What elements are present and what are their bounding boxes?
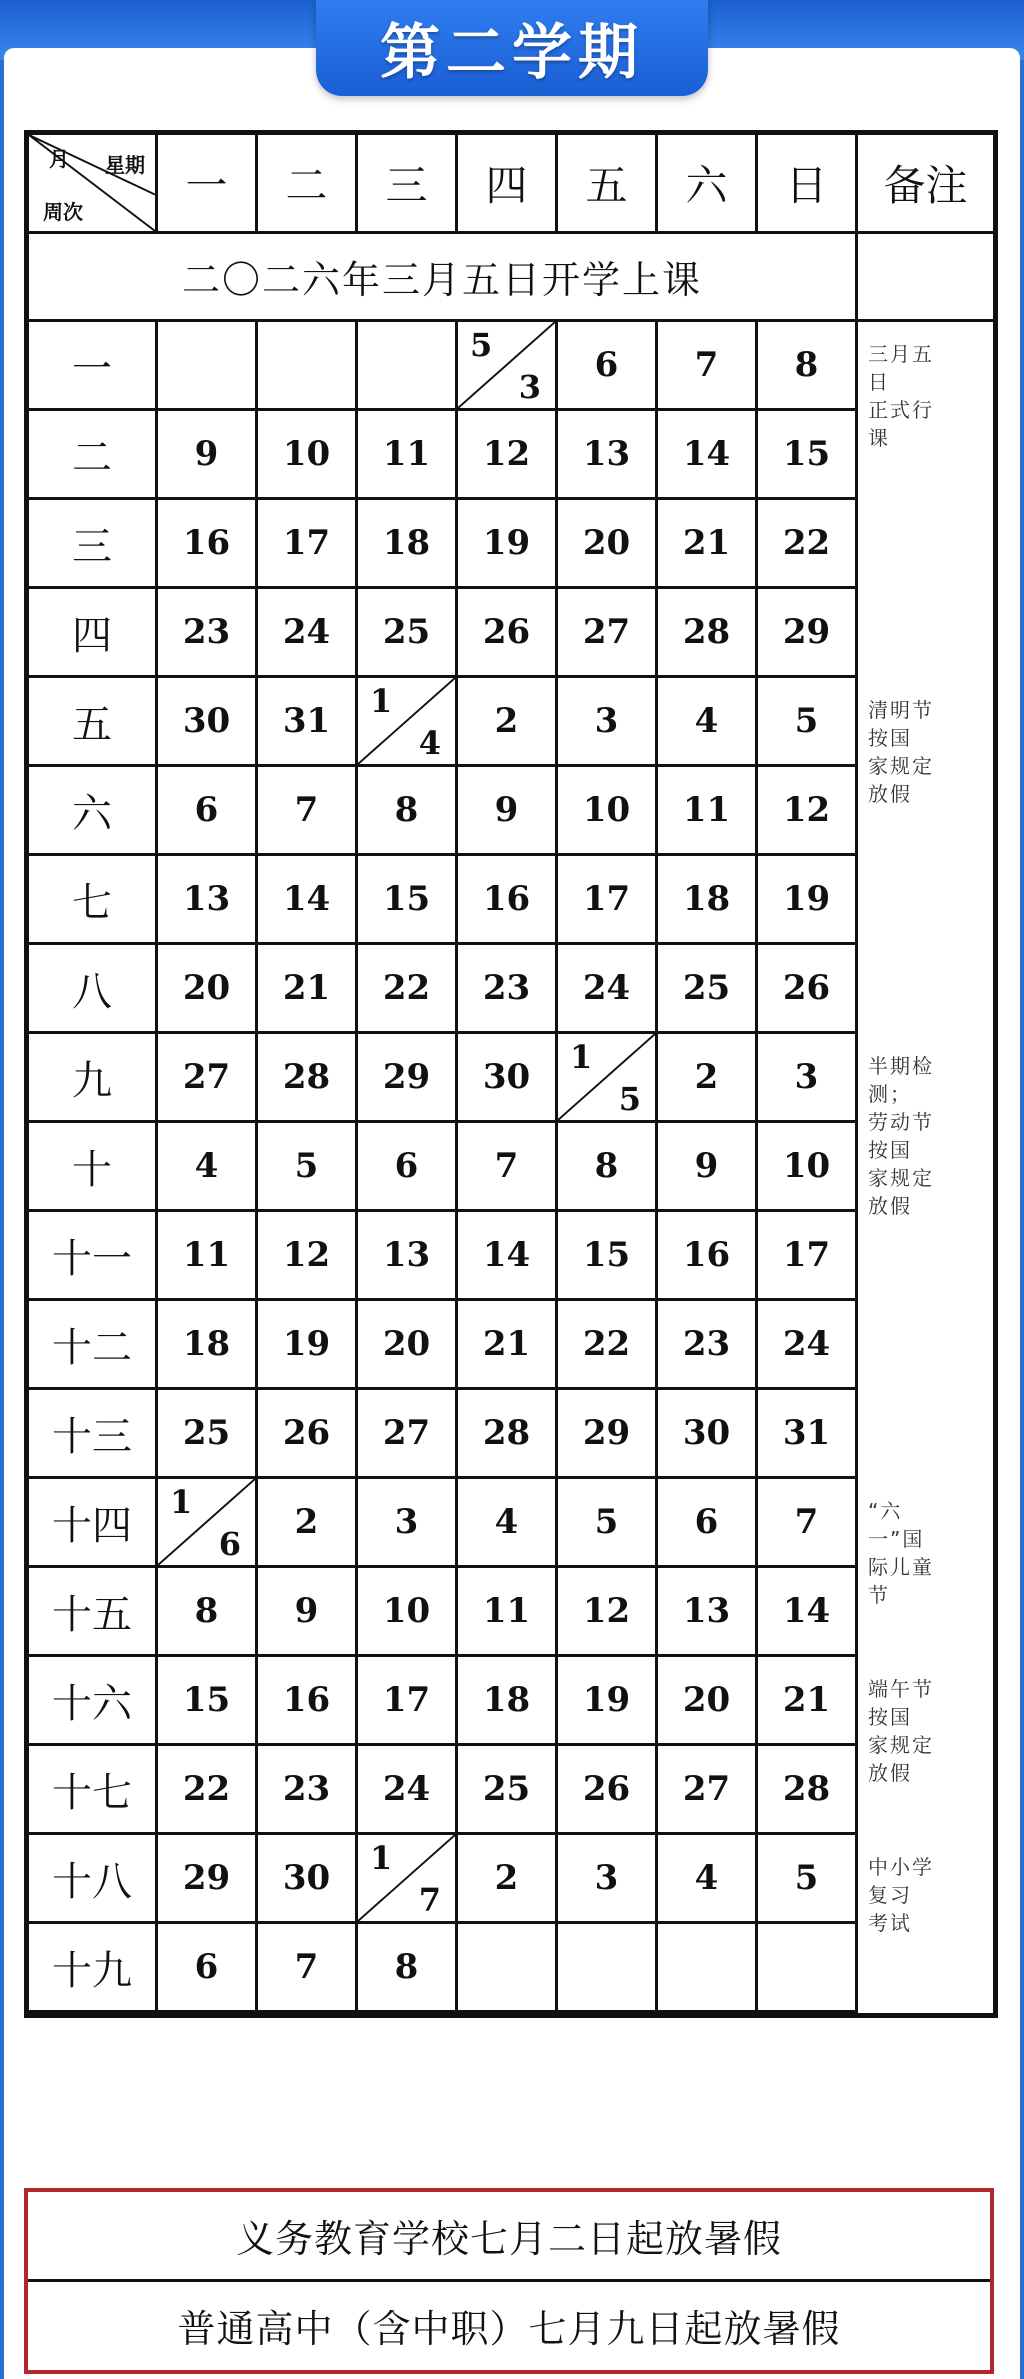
day-cell: 26 — [457, 588, 557, 677]
day-cell: 5 — [257, 1122, 357, 1211]
day-number: 5 — [470, 326, 493, 364]
day-cell: 26 — [757, 944, 857, 1033]
remark-line: 家规定放假 — [868, 1166, 934, 1218]
week-number-cell: 二 — [27, 410, 157, 499]
day-cell: 9 — [657, 1122, 757, 1211]
corner-weekday-label: 星期 — [105, 153, 145, 177]
day-cell: 13 — [157, 855, 257, 944]
remarks-header: 备注 — [857, 133, 996, 233]
spacer-cell — [27, 2012, 857, 2016]
remark-note — [868, 340, 948, 452]
semester-title-tab — [316, 0, 708, 96]
day-cell: 12 — [557, 1567, 657, 1656]
day-cell: 13 — [357, 1211, 457, 1300]
week-row — [27, 1745, 996, 1834]
day-cell: 9 — [257, 1567, 357, 1656]
empty-day-cell — [757, 1923, 857, 2012]
week-number-cell: 十九 — [27, 1923, 157, 2012]
day-cell: 30 — [657, 1389, 757, 1478]
day-cell: 9 — [157, 410, 257, 499]
day-cell: 19 — [757, 855, 857, 944]
week-number-cell: 十六 — [27, 1656, 157, 1745]
day-cell: 29 — [557, 1389, 657, 1478]
day-cell: 28 — [257, 1033, 357, 1122]
day-cell: 15 — [557, 1211, 657, 1300]
day-cell: 20 — [657, 1656, 757, 1745]
day-cell: 18 — [357, 499, 457, 588]
day-cell: 6 — [357, 1122, 457, 1211]
remark-line: 三月五日 — [868, 342, 934, 394]
day-cell: 11 — [157, 1211, 257, 1300]
day-cell: 29 — [357, 1033, 457, 1122]
week-number-cell: 四 — [27, 588, 157, 677]
day-cell: 7 — [757, 1478, 857, 1567]
day-cell: 10 — [557, 766, 657, 855]
day-cell: 8 — [357, 766, 457, 855]
day-cell: 2 — [457, 1834, 557, 1923]
week-row — [27, 321, 996, 410]
day-cell: 17 — [257, 499, 357, 588]
day-cell: 30 — [257, 1834, 357, 1923]
day-cell: 2 — [257, 1478, 357, 1567]
day-cell: 11 — [357, 410, 457, 499]
week-row — [27, 1122, 996, 1211]
month-start-cell — [557, 1033, 657, 1122]
day-cell: 7 — [257, 1923, 357, 2012]
week-row — [27, 1033, 996, 1122]
day-cell: 24 — [757, 1300, 857, 1389]
remark-line: 际儿童节 — [868, 1555, 934, 1607]
month-number: 5 — [618, 1080, 641, 1118]
week-number-cell: 七 — [27, 855, 157, 944]
day-cell: 6 — [157, 1923, 257, 2012]
day-cell: 15 — [757, 410, 857, 499]
day-cell: 18 — [657, 855, 757, 944]
day-cell: 4 — [457, 1478, 557, 1567]
remark-line: 半期检测； — [868, 1054, 934, 1106]
weekday-header: 三 — [357, 133, 457, 233]
day-cell: 5 — [757, 1834, 857, 1923]
day-cell: 13 — [657, 1567, 757, 1656]
month-number: 3 — [518, 368, 541, 406]
day-cell: 27 — [357, 1389, 457, 1478]
weekday-header: 日 — [757, 133, 857, 233]
semester-calendar-table — [24, 130, 998, 2018]
day-cell: 21 — [657, 499, 757, 588]
day-cell: 27 — [657, 1745, 757, 1834]
day-number: 1 — [370, 682, 393, 720]
remarks-column — [857, 233, 996, 1935]
week-number-cell: 十四 — [27, 1478, 157, 1567]
day-cell: 7 — [257, 766, 357, 855]
day-cell: 7 — [657, 321, 757, 410]
week-number-cell: 三 — [27, 499, 157, 588]
empty-day-cell — [557, 1923, 657, 2012]
empty-day-cell — [457, 1923, 557, 2012]
day-cell: 24 — [357, 1745, 457, 1834]
day-cell: 30 — [157, 677, 257, 766]
day-cell: 28 — [757, 1745, 857, 1834]
day-cell: 21 — [257, 944, 357, 1033]
day-cell: 21 — [757, 1656, 857, 1745]
day-cell: 19 — [257, 1300, 357, 1389]
day-cell: 23 — [257, 1745, 357, 1834]
day-cell: 6 — [157, 766, 257, 855]
day-cell: 28 — [657, 588, 757, 677]
day-cell: 10 — [257, 410, 357, 499]
day-cell: 27 — [157, 1033, 257, 1122]
page-title: 第二学期 — [380, 18, 644, 88]
day-cell: 22 — [757, 499, 857, 588]
empty-day-cell — [157, 321, 257, 410]
day-cell: 10 — [357, 1567, 457, 1656]
week-row — [27, 1923, 996, 2012]
day-cell: 8 — [357, 1923, 457, 2012]
header-row — [27, 133, 996, 233]
day-cell: 25 — [357, 588, 457, 677]
remark-line: 考试 — [868, 1911, 912, 1935]
day-cell: 17 — [357, 1656, 457, 1745]
week-row — [27, 499, 996, 588]
start-date-banner: 二〇二六年三月五日开学上课 — [27, 233, 857, 321]
day-cell: 15 — [357, 855, 457, 944]
week-row — [27, 1567, 996, 1656]
weekday-header: 五 — [557, 133, 657, 233]
day-cell: 16 — [157, 499, 257, 588]
month-number: 6 — [218, 1525, 241, 1563]
day-cell: 10 — [757, 1122, 857, 1211]
day-cell: 17 — [757, 1211, 857, 1300]
day-cell: 16 — [457, 855, 557, 944]
day-number: 1 — [570, 1038, 593, 1076]
day-cell: 19 — [457, 499, 557, 588]
day-cell: 14 — [757, 1567, 857, 1656]
day-cell: 23 — [657, 1300, 757, 1389]
day-cell: 3 — [757, 1033, 857, 1122]
week-row — [27, 1211, 996, 1300]
day-cell: 3 — [357, 1478, 457, 1567]
week-number-cell: 十七 — [27, 1745, 157, 1834]
week-row — [27, 1656, 996, 1745]
corner-week-label: 周次 — [43, 200, 83, 224]
day-number: 1 — [370, 1839, 393, 1877]
remark-line: “六一”国 — [868, 1499, 925, 1551]
day-cell: 5 — [757, 677, 857, 766]
weekday-header: 二 — [257, 133, 357, 233]
week-row — [27, 410, 996, 499]
remark-note — [868, 1675, 948, 1787]
week-row — [27, 588, 996, 677]
day-cell: 8 — [557, 1122, 657, 1211]
week-row — [27, 855, 996, 944]
day-cell: 29 — [757, 588, 857, 677]
day-cell: 27 — [557, 588, 657, 677]
day-cell: 28 — [457, 1389, 557, 1478]
day-cell: 8 — [757, 321, 857, 410]
corner-header-cell — [27, 133, 157, 233]
month-start-cell — [457, 321, 557, 410]
day-cell: 25 — [457, 1745, 557, 1834]
day-cell: 16 — [657, 1211, 757, 1300]
day-cell: 26 — [557, 1745, 657, 1834]
day-cell: 9 — [457, 766, 557, 855]
weekday-header: 四 — [457, 133, 557, 233]
day-cell: 23 — [457, 944, 557, 1033]
empty-day-cell — [657, 1923, 757, 2012]
day-cell: 14 — [657, 410, 757, 499]
day-cell: 4 — [657, 677, 757, 766]
week-row — [27, 677, 996, 766]
week-row — [27, 1834, 996, 1923]
day-cell: 30 — [457, 1033, 557, 1122]
day-cell: 8 — [157, 1567, 257, 1656]
day-cell: 6 — [657, 1478, 757, 1567]
day-cell: 20 — [357, 1300, 457, 1389]
day-cell: 24 — [257, 588, 357, 677]
day-cell: 17 — [557, 855, 657, 944]
day-cell: 13 — [557, 410, 657, 499]
week-row — [27, 1300, 996, 1389]
day-cell: 16 — [257, 1656, 357, 1745]
day-number: 1 — [170, 1483, 193, 1521]
empty-day-cell — [257, 321, 357, 410]
day-cell: 14 — [257, 855, 357, 944]
week-number-cell: 十 — [27, 1122, 157, 1211]
day-cell: 22 — [557, 1300, 657, 1389]
compulsory-education-vacation: 义务教育学校七月二日起放暑假 — [235, 2217, 782, 2261]
month-start-cell — [157, 1478, 257, 1567]
day-cell: 4 — [157, 1122, 257, 1211]
day-cell: 29 — [157, 1834, 257, 1923]
week-number-cell: 一 — [27, 321, 157, 410]
day-cell: 19 — [557, 1656, 657, 1745]
day-cell: 3 — [557, 1834, 657, 1923]
start-banner-row — [27, 233, 996, 321]
day-cell: 4 — [657, 1834, 757, 1923]
day-cell: 15 — [157, 1656, 257, 1745]
day-cell: 12 — [457, 410, 557, 499]
week-number-cell: 十八 — [27, 1834, 157, 1923]
day-cell: 25 — [157, 1389, 257, 1478]
day-cell: 21 — [457, 1300, 557, 1389]
remark-line: 家规定放假 — [868, 1733, 934, 1785]
week-row — [27, 766, 996, 855]
week-row — [27, 1389, 996, 1478]
day-cell: 3 — [557, 677, 657, 766]
day-cell: 31 — [757, 1389, 857, 1478]
remark-note — [868, 696, 948, 808]
day-cell: 31 — [257, 677, 357, 766]
week-number-cell: 六 — [27, 766, 157, 855]
high-school-vacation: 普通高中（含中职）七月九日起放暑假 — [28, 2279, 990, 2369]
remark-line: 清明节按国 — [868, 698, 934, 750]
day-cell: 11 — [657, 766, 757, 855]
week-row — [27, 944, 996, 1033]
remark-line: 端午节按国 — [868, 1677, 934, 1729]
month-start-cell — [357, 677, 457, 766]
remark-line: 中小学复习 — [868, 1855, 934, 1907]
spacer-row — [27, 2012, 996, 2016]
week-number-cell: 十二 — [27, 1300, 157, 1389]
day-cell: 11 — [457, 1567, 557, 1656]
day-cell: 12 — [757, 766, 857, 855]
day-cell: 22 — [357, 944, 457, 1033]
month-number: 4 — [418, 724, 441, 762]
remark-note — [868, 1052, 948, 1220]
week-number-cell: 十三 — [27, 1389, 157, 1478]
week-number-cell: 十一 — [27, 1211, 157, 1300]
day-cell: 12 — [257, 1211, 357, 1300]
day-cell: 24 — [557, 944, 657, 1033]
week-number-cell: 五 — [27, 677, 157, 766]
remark-line: 正式行课 — [868, 398, 934, 450]
day-cell: 7 — [457, 1122, 557, 1211]
weekday-header: 六 — [657, 133, 757, 233]
corner-month-label: 月 — [49, 147, 69, 171]
month-number: 7 — [418, 1881, 441, 1919]
day-cell: 23 — [157, 588, 257, 677]
weekday-header: 一 — [157, 133, 257, 233]
month-start-cell — [357, 1834, 457, 1923]
summer-vacation-notice — [24, 2188, 994, 2374]
empty-day-cell — [357, 321, 457, 410]
day-cell: 5 — [557, 1478, 657, 1567]
week-row — [27, 1478, 996, 1567]
week-number-cell: 九 — [27, 1033, 157, 1122]
day-cell: 20 — [157, 944, 257, 1033]
week-number-cell: 八 — [27, 944, 157, 1033]
remark-note — [868, 1497, 948, 1609]
day-cell: 2 — [657, 1033, 757, 1122]
week-number-cell: 十五 — [27, 1567, 157, 1656]
remark-note — [868, 1853, 948, 1937]
day-cell: 20 — [557, 499, 657, 588]
day-cell: 25 — [657, 944, 757, 1033]
day-cell: 18 — [157, 1300, 257, 1389]
day-cell: 2 — [457, 677, 557, 766]
day-cell: 26 — [257, 1389, 357, 1478]
day-cell: 22 — [157, 1745, 257, 1834]
remark-line: 劳动节按国 — [868, 1110, 934, 1162]
day-cell: 18 — [457, 1656, 557, 1745]
day-cell: 6 — [557, 321, 657, 410]
remark-line: 家规定放假 — [868, 754, 934, 806]
day-cell: 14 — [457, 1211, 557, 1300]
